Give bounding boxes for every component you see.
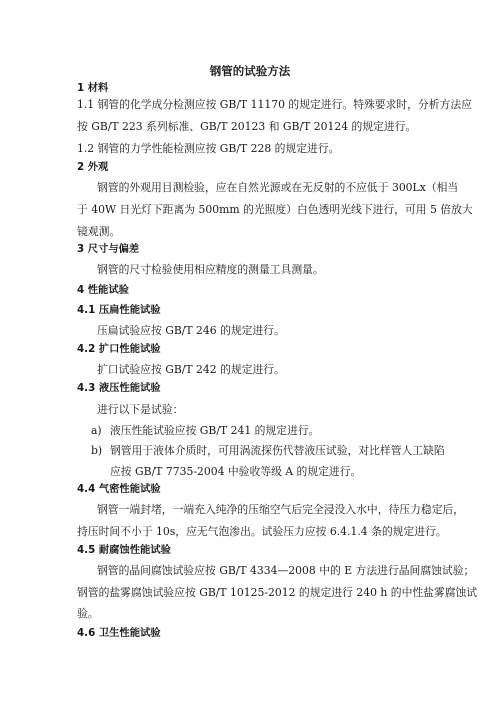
body-text-line: 持压时间不小于 10s，应无气泡渗出。试验压力应按 6.4.1.4 条的规定进行。 <box>77 525 447 538</box>
list-item-continuation: 应按 GB/T 7735-2004 中验收等级 A 的规定进行。 <box>110 465 362 478</box>
paragraph-first-line: 钢管的晶间腐蚀试验应按 GB/T 4334—2008 中的 E 方法进行晶间腐蚀试验； <box>97 564 475 577</box>
body-text-line: 按 GB/T 223 系列标准、GB/T 20123 和 GB/T 20124 的规定进行。 <box>77 120 417 133</box>
paragraph-first-line: 进行以下是试验： <box>97 403 184 416</box>
paragraph-first-line: 钢管的外观用目测检验，应在自然光源或在无反射的不应低于 300Lx（相当 <box>97 181 459 194</box>
body-text-line: 1.1 钢管的化学成分检测应按 GB/T 11170 的规定进行。特殊要求时，分析方法应 <box>77 98 472 111</box>
document-title: 钢管的试验方法 <box>209 64 291 78</box>
paragraph-first-line: 压扁试验应按 GB/T 246 的规定进行。 <box>97 324 285 337</box>
section-heading: 4.3 液压性能试验 <box>77 382 161 394</box>
body-text-line: 镜观测。 <box>77 225 121 238</box>
section-heading: 3 尺寸与偏差 <box>77 243 140 255</box>
section-heading: 4.1 压扁性能试验 <box>77 304 161 316</box>
section-heading: 4.2 扩口性能试验 <box>77 343 161 355</box>
body-text-line: 1.2 钢管的力学性能检测应按 GB/T 228 的规定进行。 <box>77 142 340 155</box>
section-heading: 2 外观 <box>77 161 109 173</box>
body-text-line: 验。 <box>77 607 99 620</box>
body-text-line: 于 40W 日光灯下距离为 500mm 的光照度）白色透明光线下进行，可用 5 倍放大 <box>77 203 473 216</box>
body-text-line: 钢管的盐雾腐蚀试验应按 GB/T 10125-2012 的规定进行 240 h 的中性盐雾腐蚀试 <box>77 586 478 599</box>
list-marker: b) <box>91 444 103 457</box>
paragraph-first-line: 钢管一端封堵，一端充入纯净的压缩空气后完全浸没入水中，待压力稳定后， <box>97 503 465 516</box>
list-item-text: 钢管用于液体介质时，可用涡流探伤代替液压试验，对比样管人工缺陷 <box>110 444 445 457</box>
section-heading: 4 性能试验 <box>77 284 129 296</box>
paragraph-first-line: 扩口试验应按 GB/T 242 的规定进行。 <box>97 363 285 376</box>
section-heading: 4.5 耐腐蚀性能试验 <box>77 544 171 556</box>
list-marker: a) <box>91 424 102 437</box>
list-item-text: 液压性能试验应按 GB/T 241 的规定进行。 <box>110 424 320 437</box>
paragraph-first-line: 钢管的尺寸检验使用相应精度的测量工具测量。 <box>97 263 324 276</box>
section-heading: 1 材料 <box>77 82 109 94</box>
section-heading: 4.6 卫生性能试验 <box>77 627 161 639</box>
section-heading: 4.4 气密性能试验 <box>77 483 161 495</box>
